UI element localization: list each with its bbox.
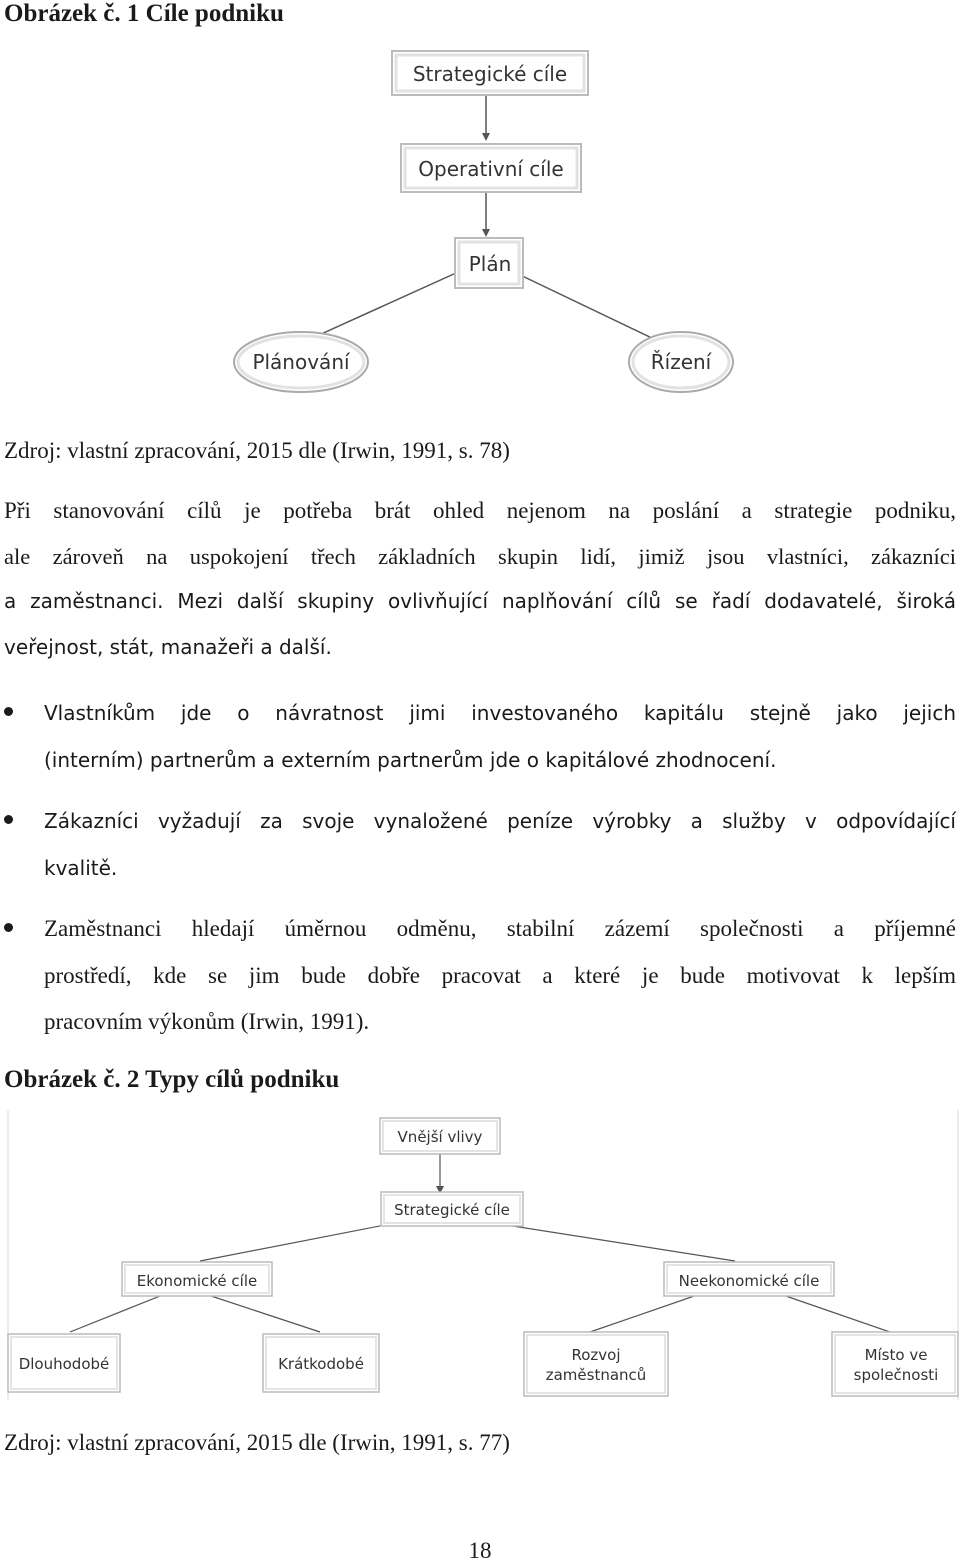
page-number: 18	[468, 1538, 492, 1563]
paragraph-line: ale zároveň na uspokojení třech základních skupin lidí, jimiž jsou vlastníci, zákazníci	[4, 543, 956, 569]
connector-line	[308, 273, 456, 340]
connector-line	[590, 1294, 700, 1332]
strategic-goals-node	[392, 51, 588, 95]
long-term-node	[8, 1334, 120, 1392]
connector-line	[500, 1224, 735, 1261]
planning-node	[234, 332, 368, 392]
figure-1-caption: Obrázek č. 1 Cíle podniku	[4, 0, 284, 27]
connector-line	[70, 1294, 165, 1332]
short-term-node	[263, 1334, 379, 1392]
strategic-goals-label-2: Strategické cíle	[394, 1201, 510, 1219]
bullet-icon	[4, 923, 13, 932]
employee-development-node	[524, 1332, 668, 1396]
bullet-icon	[4, 707, 13, 716]
connector-line	[780, 1294, 890, 1332]
place-in-society-node	[832, 1332, 958, 1396]
body-paragraph	[4, 488, 956, 670]
noneconomic-goals-node	[664, 1262, 834, 1296]
management-node	[629, 332, 733, 392]
list-item-line: prostředí, kde se jim bude dobře pracovat a které je bude motivovat k lepším	[44, 962, 956, 988]
list-item-line: pracovním výkonům (Irwin, 1991).	[44, 1009, 370, 1034]
list-item-line: Zaměstnanci hledají úměrnou odměnu, stabilní zázemí společnosti a příjemné	[44, 916, 956, 941]
operative-goals-node	[401, 144, 581, 192]
paragraph-line: veřejnost, stát, manažeři a další.	[4, 634, 332, 659]
connector-line	[205, 1294, 320, 1332]
external-influences-label: Vnější vlivy	[397, 1128, 483, 1146]
place-in-society-label: Místo ve	[864, 1346, 928, 1364]
paragraph-line: Při stanovování cílů je potřeba brát ohled nejenom na poslání a strategie podniku,	[4, 498, 956, 523]
management-label: Řízení	[650, 350, 712, 374]
connector-line	[200, 1224, 390, 1261]
list-item-line: kvalitě.	[44, 855, 118, 880]
noneconomic-goals-label: Neekonomické cíle	[678, 1272, 820, 1290]
strategic-goals-node-2	[381, 1192, 523, 1226]
operative-goals-label: Operativní cíle	[418, 157, 564, 181]
external-influences-node	[380, 1118, 500, 1154]
figure-2-caption: Obrázek č. 2 Typy cílů podniku	[4, 1066, 340, 1093]
strategic-goals-label: Strategické cíle	[412, 62, 568, 86]
bullet-icon	[4, 815, 13, 824]
plan-node	[455, 238, 523, 288]
planning-label: Plánování	[252, 350, 350, 374]
employee-development-label: Rozvoj	[571, 1346, 621, 1364]
figure-1-diagram	[220, 45, 750, 405]
connector-line	[516, 273, 656, 340]
list-item-line: Zákazníci vyžadují za svoje vynaložené peníze výrobky a služby v odpovídající	[44, 809, 956, 833]
list-item-line: (interním) partnerům a externím partnerům jde o kapitálové zhodnocení.	[44, 747, 777, 772]
figure-2-source: Zdroj: vlastní zpracování, 2015 dle (Irwin, 1991, s. 77)	[4, 1430, 510, 1455]
arrow-head	[482, 229, 490, 237]
arrow-head	[482, 133, 490, 141]
long-term-label: Dlouhodobé	[18, 1355, 110, 1373]
plan-label: Plán	[468, 252, 512, 276]
list-item-line: Vlastníkům jde o návratnost jimi investovaného kapitálu stejně jako jejich	[44, 701, 956, 725]
short-term-label: Krátkodobé	[278, 1355, 364, 1373]
economic-goals-label: Ekonomické cíle	[136, 1272, 258, 1290]
employee-development-label: zaměstnanců	[545, 1366, 647, 1384]
figure-2-diagram	[0, 1108, 960, 1408]
place-in-society-label: společnosti	[853, 1366, 939, 1384]
paragraph-line: a zaměstnanci. Mezi další skupiny ovlivňující naplňování cílů se řadí dodavatelé, široká	[4, 589, 956, 614]
figure-1-source: Zdroj: vlastní zpracování, 2015 dle (Irwin, 1991, s. 78)	[4, 438, 510, 463]
economic-goals-node	[122, 1262, 272, 1296]
